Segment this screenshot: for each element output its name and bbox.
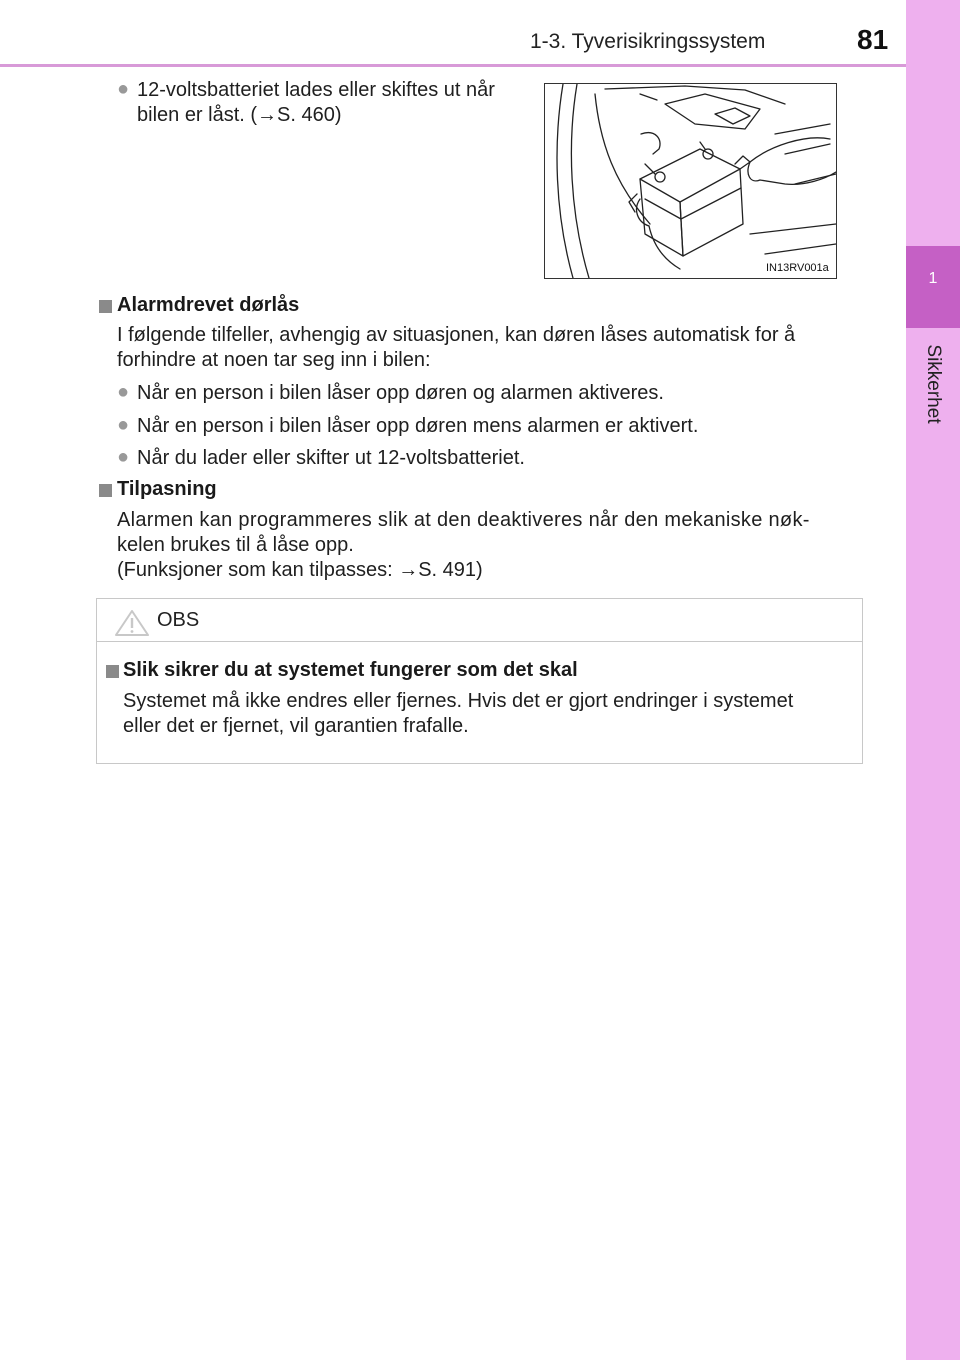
bullet-icon: ●	[117, 446, 130, 468]
section-2-text-line-1: Alarmen kan programmeres slik at den deaktiveres når den mekaniske nøk-	[117, 509, 810, 531]
bullet-icon: ●	[117, 78, 130, 100]
obs-text-line-1: Systemet må ikke endres eller fjernes. Hvis det er gjort endringer i systemet	[123, 690, 794, 712]
obs-title: Slik sikrer du at systemet fungerer som det skal	[123, 659, 578, 681]
section-1-bullet-3: Når du lader eller skifter ut 12-voltsbatteriet.	[137, 447, 525, 469]
obs-label: OBS	[157, 609, 200, 631]
illustration-code: IN13RV001a	[766, 262, 829, 274]
section-marker-icon	[106, 665, 119, 678]
section-title-customization: Tilpasning	[117, 478, 217, 500]
warning-triangle-icon	[114, 609, 150, 637]
bullet-icon: ●	[117, 381, 130, 403]
header-section-title: 1-3. Tyverisikringssystem	[530, 30, 766, 53]
intro-bullet-line-2: bilen er låst. (→S. 460)	[137, 104, 342, 126]
section-2-text-line-3: (Funksjoner som kan tilpasses: →S. 491)	[117, 559, 483, 581]
section-2-text-line-2: kelen brukes til å låse opp.	[117, 534, 354, 556]
bullet-icon: ●	[117, 414, 130, 436]
section-1-text-line-1: I følgende tilfeller, avhengig av situasjonen, kan døren låses automatisk for å	[117, 324, 796, 346]
section-marker-icon	[99, 300, 112, 313]
chapter-number: 1	[928, 270, 938, 287]
chapter-side-tab	[906, 0, 960, 1360]
section-1-text-line-2: forhindre at noen tar seg inn i bilen:	[117, 349, 431, 371]
battery-illustration	[544, 83, 837, 279]
obs-header-divider	[97, 641, 862, 642]
page-number: 81	[857, 24, 889, 55]
section-1-bullet-2: Når en person i bilen låser opp døren mens alarmen er aktivert.	[137, 415, 699, 437]
header-divider	[0, 64, 906, 67]
obs-notice-box	[96, 598, 863, 764]
chapter-label: Sikkerhet	[923, 344, 944, 424]
section-title-alarm-door-lock: Alarmdrevet dørlås	[117, 294, 300, 316]
section-marker-icon	[99, 484, 112, 497]
section-1-bullet-1: Når en person i bilen låser opp døren og alarmen aktiveres.	[137, 382, 664, 404]
battery-replacement-drawing	[545, 84, 836, 278]
intro-bullet-line-1: 12-voltsbatteriet lades eller skiftes ut når	[137, 79, 495, 101]
obs-text-line-2: eller det er fjernet, vil garantien frafalle.	[123, 715, 469, 737]
